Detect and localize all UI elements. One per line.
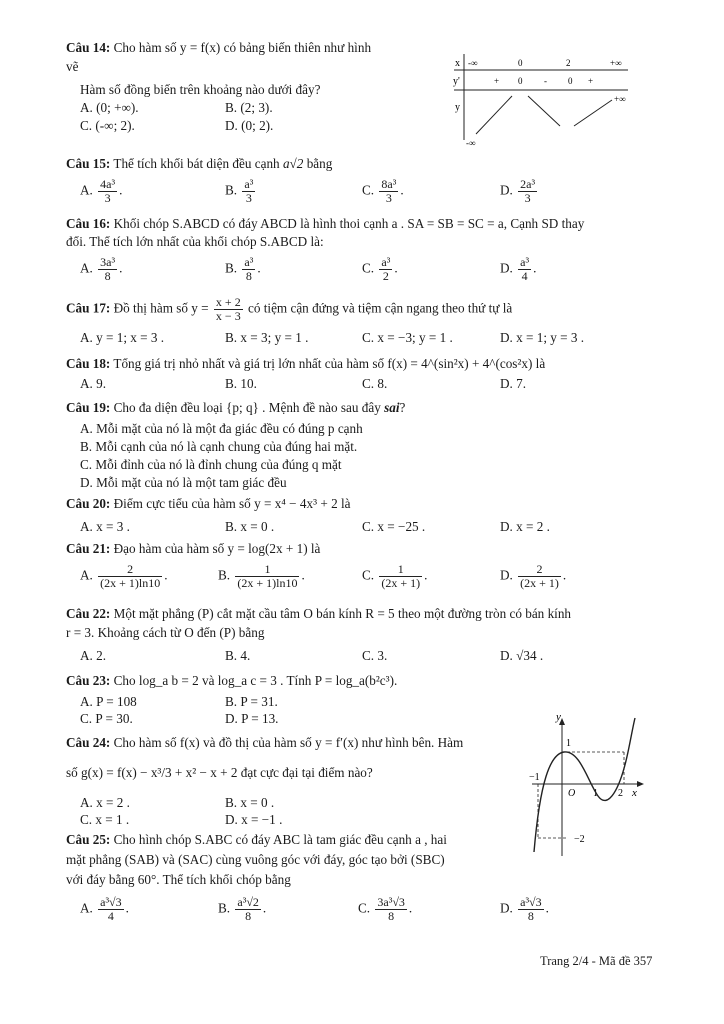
q22-option-b[interactable]: B. 4.	[225, 648, 251, 663]
origin-label: O	[568, 788, 576, 799]
q20-option-a[interactable]: A. x = 3 .	[80, 519, 130, 534]
q21-option-c[interactable]: C. $\frac{1}{(2x + 1)}$ .	[362, 562, 428, 590]
q14-option-c[interactable]: C. (-∞; 2).	[80, 118, 135, 133]
q14-line1: Câu 14: Cho hàm số y = f(x) có bảng biến thiên như hình	[66, 40, 372, 55]
q19-stem: Câu 19: Cho đa diện đều loại {p; q} . Mệnh đề nào sau đây sai?	[66, 400, 406, 415]
q15-option-d[interactable]: D. $\frac{\text{2a³}}{3}$	[500, 177, 536, 205]
q19-option-a[interactable]: A. Mỗi mặt của nó là một đa giác đều có đúng p cạnh	[80, 421, 363, 436]
q20-option-d[interactable]: D. x = 2 .	[500, 519, 550, 534]
sign-zero-1: 0	[518, 76, 523, 86]
q17-option-c[interactable]: C. x = −3; y = 1 .	[362, 330, 453, 345]
q16-option-a[interactable]: A. $\frac{\text{3a³}}{8}$ .	[80, 255, 123, 283]
q18-stem: Câu 18: Tổng giá trị nhỏ nhất và giá trị lớn nhất của hàm số f(x) = 4^(sin²x) + 4^(cos²x) là	[66, 356, 546, 371]
q16-line1: Câu 16: Khối chóp S.ABCD có đáy ABCD là hình thoi cạnh a . SA = SB = SC = a, Cạnh SD thay	[66, 216, 585, 231]
q24-line1: Câu 24: Cho hàm số f(x) và đồ thị của hàm số y = f′(x) như hình bên. Hàm	[66, 735, 464, 750]
q25-option-b[interactable]: B. $\frac{\text{a³√2}}{8}$ .	[218, 895, 267, 923]
arrow-up-1	[476, 96, 512, 134]
q25-line1: Câu 25: Cho hình chóp S.ABC có đáy ABC là tam giác đều cạnh a , hai	[66, 832, 447, 847]
q21-option-a[interactable]: A. $\frac{2}{(2x + 1)\ln 10}$ .	[80, 562, 168, 590]
f-prime-curve	[534, 718, 635, 852]
q22-option-c[interactable]: C. 3.	[362, 648, 388, 663]
tick-x-neg1: −1	[529, 772, 540, 783]
q19-option-b[interactable]: B. Mỗi cạnh của nó là cạnh chung của đúng hai mặt.	[80, 439, 358, 454]
q22-option-a[interactable]: A. 2.	[80, 648, 107, 663]
x-val-0: 0	[518, 58, 523, 68]
q21-stem: Câu 21: Đạo hàm của hàm số y = log(2x + 1) là	[66, 541, 321, 556]
x-axis-label: x	[632, 787, 637, 799]
q18-option-d[interactable]: D. 7.	[500, 376, 527, 391]
page-footer: Trang 2/4 - Mã đề 357	[540, 954, 653, 968]
y-axis-label: y	[556, 712, 561, 723]
arrow-down	[528, 96, 560, 126]
q16-option-b[interactable]: B. $\frac{\text{a³}}{8}$ .	[225, 255, 261, 283]
q16-option-d[interactable]: D. $\frac{\text{a³}}{4}$ .	[500, 255, 537, 283]
q16-option-c[interactable]: C. $\frac{\text{a³}}{2}$ .	[362, 255, 398, 283]
q23-option-d[interactable]: D. P = 13.	[225, 711, 279, 726]
sign-3: +	[588, 76, 594, 86]
q17-option-a[interactable]: A. y = 1; x = 3 .	[80, 330, 165, 345]
table-row-y: y	[455, 102, 460, 113]
table-row-yprime: y'	[453, 76, 460, 87]
q22-line2: r = 3. Khoảng cách từ O đến (P) bằng	[66, 625, 265, 640]
y-val-neg-inf: -∞	[466, 138, 476, 148]
variation-table	[452, 52, 632, 148]
tick-x-2: 2	[618, 788, 623, 799]
q14-option-d[interactable]: D. (0; 2).	[225, 118, 274, 133]
q22-line1: Câu 22: Một mặt phẳng (P) cắt mặt cầu tâm O bán kính R = 5 theo một đường tròn có bán kính	[66, 606, 572, 621]
sign-2: -	[544, 76, 547, 86]
sign-zero-2: 0	[568, 76, 573, 86]
x-axis-arrow	[637, 781, 644, 787]
q16-line2: đổi. Thể tích lớn nhất của khối chóp S.ABCD là:	[66, 234, 324, 249]
y-val-pos-inf: +∞	[614, 94, 626, 104]
q19-option-d[interactable]: D. Mỗi mặt của nó là một tam giác đều	[80, 475, 287, 490]
q23-option-c[interactable]: C. P = 30.	[80, 711, 133, 726]
q21-option-d[interactable]: D. $\frac{2}{(2x + 1)}$ .	[500, 562, 567, 590]
q20-option-b[interactable]: B. x = 0 .	[225, 519, 275, 534]
q18-option-b[interactable]: B. 10.	[225, 376, 257, 391]
x-val-neg-inf: -∞	[468, 58, 478, 68]
sign-1: +	[494, 76, 500, 86]
q25-option-a[interactable]: A. $\frac{\text{a³√3}}{4}$ .	[80, 895, 129, 923]
q15-option-b[interactable]: B. $\frac{\text{a³}}{3}$	[225, 177, 254, 205]
q24-option-c[interactable]: C. x = 1 .	[80, 812, 130, 827]
q24-line2: số g(x) = f(x) − x³/3 + x² − x + 2 đạt cực đại tại điểm nào?	[66, 765, 373, 780]
q17-option-d[interactable]: D. x = 1; y = 3 .	[500, 330, 585, 345]
q25-option-c[interactable]: C. $\frac{\text{3a³√3}}{8}$ .	[358, 895, 413, 923]
q19-option-c[interactable]: C. Mỗi đỉnh của nó là đỉnh chung của đúng q mặt	[80, 457, 342, 472]
tick-y-1: 1	[566, 738, 571, 749]
q20-option-c[interactable]: C. x = −25 .	[362, 519, 426, 534]
q17-stem: Câu 17: Đồ thị hàm số y = $\frac{x + 2}{x - 3}$ có tiệm cận đứng và tiệm cận ngang theo thứ tự là	[66, 295, 513, 323]
q15-edge: a√2	[282, 156, 304, 171]
tick-x-1: 1	[593, 788, 598, 799]
q15-option-a[interactable]: A. $\frac{\text{4a³}}{3}$ .	[80, 177, 123, 205]
q25-option-d[interactable]: D. $\frac{\text{a³√3}}{8}$ .	[500, 895, 549, 923]
arrow-up-2	[574, 100, 612, 126]
x-val-2: 2	[566, 58, 571, 68]
q24-option-d[interactable]: D. x = −1 .	[225, 812, 283, 827]
q14-line2: vẽ	[66, 59, 79, 74]
q24-option-b[interactable]: B. x = 0 .	[225, 795, 275, 810]
tick-y-neg2: −2	[574, 834, 585, 845]
q15-stem: Câu 15: Thể tích khối bát diện đều cạnh a√2 bằng	[66, 156, 333, 171]
q20-stem: Câu 20: Điểm cực tiểu của hàm số y = x⁴ − 4x³ + 2 là	[66, 496, 351, 511]
table-row-x: x	[455, 58, 460, 69]
derivative-graph	[528, 712, 648, 864]
q22-option-d[interactable]: D. √34 .	[500, 648, 544, 663]
q25-line2: mặt phẳng (SAB) và (SAC) cùng vuông góc với đáy, góc tạo bởi (SBC)	[66, 852, 445, 867]
q23-stem: Câu 23: Cho log_a b = 2 và log_a c = 3 . Tính P = log_a(b²c³).	[66, 673, 398, 688]
q21-option-b[interactable]: B. $\frac{1}{(2x + 1)\ln 10}$ .	[218, 562, 305, 590]
q14-option-a[interactable]: A. (0; +∞).	[80, 100, 139, 115]
q18-option-c[interactable]: C. 8.	[362, 376, 388, 391]
x-val-pos-inf: +∞	[610, 58, 622, 68]
q17-option-b[interactable]: B. x = 3; y = 1 .	[225, 330, 309, 345]
q14-line3: Hàm số đồng biến trên khoảng nào dưới đây?	[80, 82, 321, 97]
q23-option-a[interactable]: A. P = 108	[80, 694, 137, 709]
q24-option-a[interactable]: A. x = 2 .	[80, 795, 130, 810]
q15-option-c[interactable]: C. $\frac{\text{8a³}}{3}$ .	[362, 177, 404, 205]
q14-option-b[interactable]: B. (2; 3).	[225, 100, 273, 115]
q18-option-a[interactable]: A. 9.	[80, 376, 107, 391]
q25-line3: với đáy bằng 60°. Thể tích khối chóp bằng	[66, 872, 291, 887]
q23-option-b[interactable]: B. P = 31.	[225, 694, 278, 709]
